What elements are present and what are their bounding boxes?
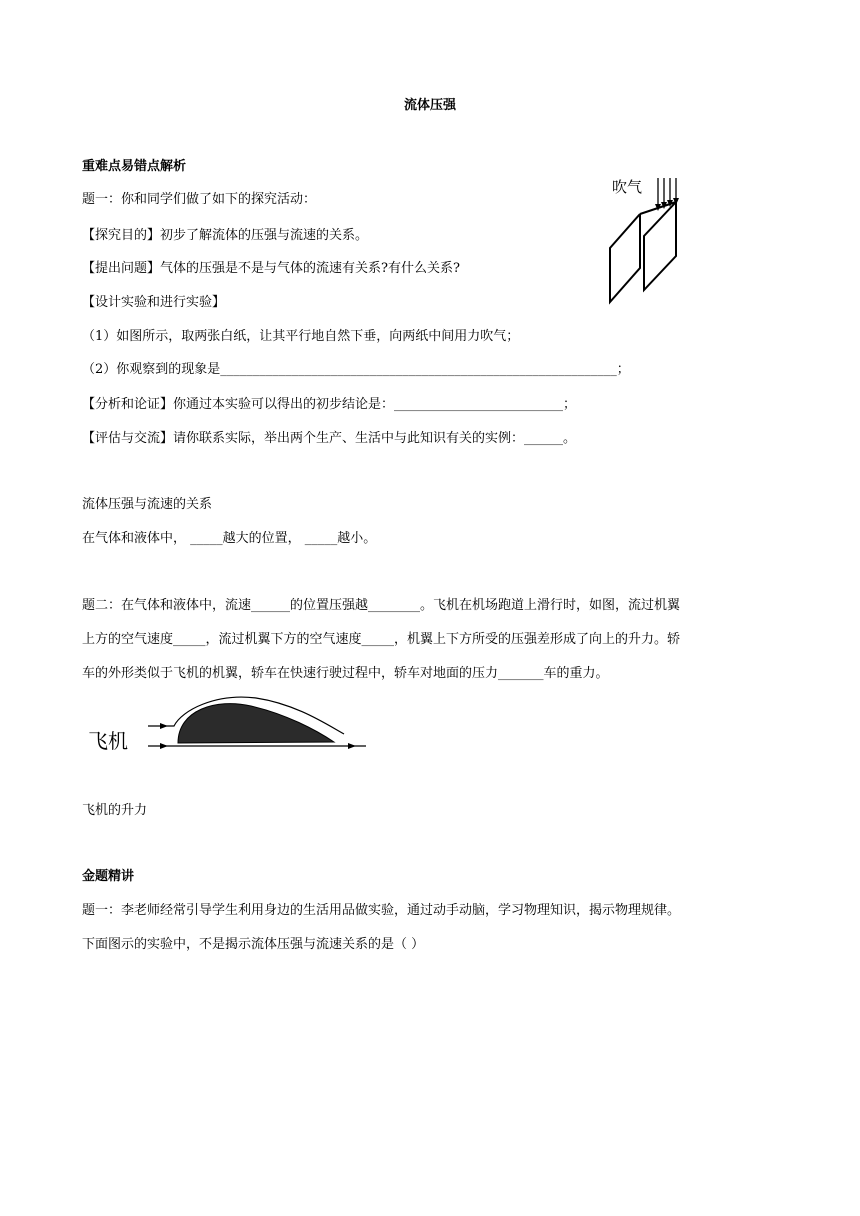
question-2-line1: 题二：在气体和液体中，流速______的位置压强越________。飞机在机场跑道上滑行时，如图，流过机翼 — [82, 598, 681, 613]
blowing-papers-figure — [600, 170, 690, 310]
wing-figure — [86, 690, 376, 765]
question-1-step2: （2）你观察到的现象是_____________________________________________________________； — [82, 362, 630, 377]
question-1-analysis: 【分析和论证】你通过本实验可以得出的初步结论是：__________________________； — [82, 397, 577, 412]
question-2-line3: 车的外形类似于飞机的机翼，轿车在快速行驶过程中，轿车对地面的压力_______车的重力。 — [82, 666, 609, 681]
relation-statement: 在气体和液体中， _____越大的位置， _____越小。 — [82, 531, 377, 546]
page-title: 流体压强 — [403, 98, 456, 113]
question-1-problem: 【提出问题】气体的压强是不是与气体的流速有关系?有什么关系? — [82, 261, 460, 276]
exercise-1-line2: 下面图示的实验中，不是揭示流体压强与流速关系的是（ ） — [82, 937, 425, 952]
airplane-label: 飞机 — [88, 729, 128, 753]
section-heading-key-points: 重难点易错点解析 — [82, 159, 187, 174]
question-1-intro: 题一：你和同学们做了如下的探究活动： — [82, 192, 317, 207]
airplane-lift-caption: 飞机的升力 — [82, 803, 148, 818]
exercise-1-line1: 题一：李老师经常引导学生利用身边的生活用品做实验，通过动手动脑，学习物理知识，揭示物理规律。 — [82, 903, 681, 918]
relation-heading: 流体压强与流速的关系 — [82, 497, 213, 512]
section-heading-exercises: 金题精讲 — [82, 869, 135, 884]
question-1-evaluation: 【评估与交流】请你联系实际，举出两个生产、生活中与此知识有关的实例：______。 — [82, 431, 577, 446]
question-1-purpose: 【探究目的】初步了解流体的压强与流速的关系。 — [82, 228, 369, 243]
blow-label: 吹气 — [612, 178, 643, 196]
question-2-line2: 上方的空气速度_____，流过机翼下方的空气速度_____，机翼上下方所受的压强差形成了向上的升力。轿 — [82, 632, 681, 647]
question-1-step1: （1）如图所示，取两张白纸，让其平行地自然下垂，向两纸中间用力吹气； — [82, 329, 520, 344]
question-1-design: 【设计实验和进行实验】 — [82, 295, 226, 310]
